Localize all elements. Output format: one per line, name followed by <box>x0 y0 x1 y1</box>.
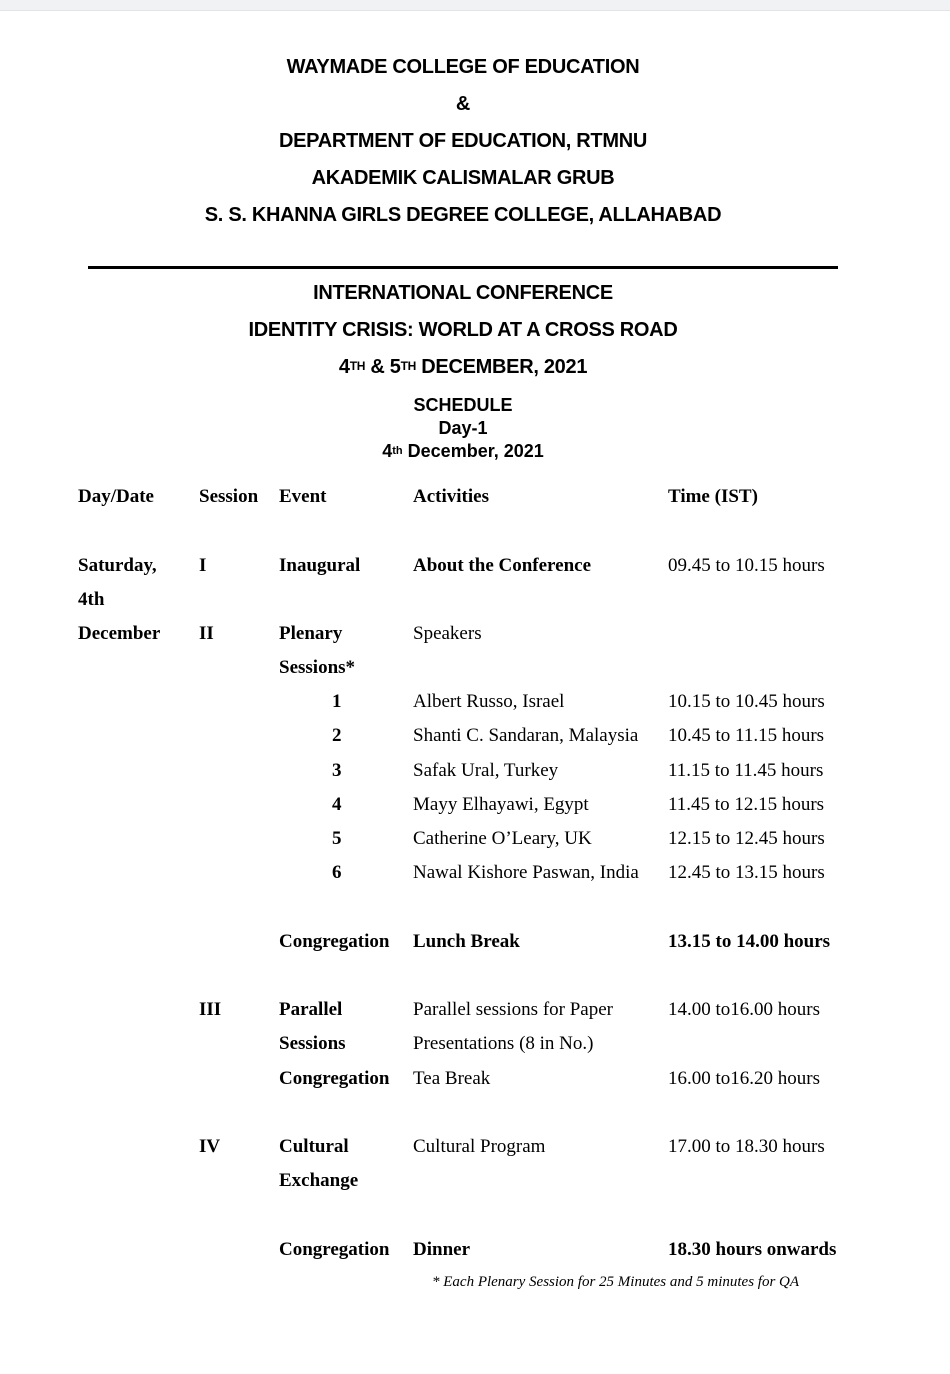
plenary-footnote: * Each Plenary Session for 25 Minutes and 5 minutes for QA <box>432 1274 800 1290</box>
col-header-session: Session <box>199 486 259 507</box>
conference-date-amp: & <box>370 356 385 378</box>
tea-event: Congregation <box>279 1068 390 1089</box>
session-iii-activity-line1: Parallel sessions for Paper <box>413 999 613 1020</box>
speaker-number: 2 <box>332 725 342 746</box>
dinner-event: Congregation <box>279 1239 390 1260</box>
lunch-event: Congregation <box>279 931 390 952</box>
session-i-activity: About the Conference <box>413 555 592 576</box>
dinner-time: 18.30 hours onwards <box>668 1239 837 1260</box>
header-ampersand: & <box>455 93 471 115</box>
session-ii-event-line1: Plenary <box>279 623 343 644</box>
dinner-activity: Dinner <box>413 1239 470 1260</box>
speaker-time: 10.45 to 11.15 hours <box>668 725 825 746</box>
header-divider <box>88 266 838 269</box>
speaker-number: 1 <box>332 691 342 712</box>
conference-date-day1: 4 <box>338 356 350 378</box>
schedule-date-num: 4 <box>382 441 393 461</box>
schedule-day: Day-1 <box>438 418 488 438</box>
session-iv-event-line1: Cultural <box>279 1136 349 1157</box>
schedule-title: SCHEDULE <box>413 395 513 415</box>
header-institution-4: S. S. KHANNA GIRLS DEGREE COLLEGE, ALLAHABAD <box>204 204 722 226</box>
conference-theme: IDENTITY CRISIS: WORLD AT A CROSS ROAD <box>248 319 678 341</box>
conference-date-day2: 5 <box>389 356 401 378</box>
col-header-event: Event <box>279 486 327 507</box>
session-ii-event-line2: Sessions* <box>279 657 356 678</box>
header-institution-1: WAYMADE COLLEGE OF EDUCATION <box>286 56 640 78</box>
col-header-daydate: Day/Date <box>78 486 154 507</box>
tea-activity: Tea Break <box>413 1068 491 1089</box>
session-i-number: I <box>199 555 207 576</box>
speaker-number: 5 <box>332 828 342 849</box>
conference-title: INTERNATIONAL CONFERENCE <box>313 282 613 304</box>
speaker-name: Nawal Kishore Paswan, India <box>413 862 639 883</box>
schedule-date <box>0 441 926 462</box>
daydate-line2: 4th <box>78 589 105 610</box>
speaker-name: Catherine O’Leary, UK <box>413 828 592 849</box>
lunch-time: 13.15 to 14.00 hours <box>668 931 831 952</box>
conference-date-sup1: TH <box>349 359 366 373</box>
session-iv-time: 17.00 to 18.30 hours <box>668 1136 825 1157</box>
conference-date-sup2: TH <box>400 359 417 373</box>
session-iv-number: IV <box>199 1136 221 1157</box>
conference-dates <box>0 356 926 379</box>
speaker-time: 11.15 to 11.45 hours <box>668 760 824 781</box>
session-iv-activity: Cultural Program <box>413 1136 546 1157</box>
session-ii-number: II <box>199 623 214 644</box>
col-header-time: Time (IST) <box>668 486 758 507</box>
daydate-line3: December <box>78 623 161 644</box>
conference-date-rest: DECEMBER, 2021 <box>421 356 588 378</box>
session-ii-activity: Speakers <box>413 623 482 644</box>
schedule-date-sup: th <box>392 445 403 457</box>
viewer-top-bar <box>0 0 950 11</box>
col-header-activities: Activities <box>413 486 489 507</box>
speaker-number: 6 <box>332 862 342 883</box>
tea-time: 16.00 to16.20 hours <box>668 1068 820 1089</box>
session-iii-activity-line2: Presentations (8 in No.) <box>413 1033 594 1054</box>
schedule-date-rest: December, 2021 <box>407 441 544 461</box>
speaker-name: Albert Russo, Israel <box>413 691 565 712</box>
speaker-time: 12.45 to 13.15 hours <box>668 862 825 883</box>
speaker-name: Safak Ural, Turkey <box>413 760 559 781</box>
session-iii-event-line2: Sessions <box>279 1033 346 1054</box>
session-i-event: Inaugural <box>279 555 361 576</box>
daydate-line1: Saturday, <box>78 555 157 576</box>
session-iv-event-line2: Exchange <box>279 1170 359 1191</box>
header-institution-2: DEPARTMENT OF EDUCATION, RTMNU <box>278 130 647 152</box>
session-iii-time: 14.00 to16.00 hours <box>668 999 820 1020</box>
speaker-name: Shanti C. Sandaran, Malaysia <box>413 725 639 746</box>
speaker-name: Mayy Elhayawi, Egypt <box>413 794 589 815</box>
session-i-time: 09.45 to 10.15 hours <box>668 555 825 576</box>
header-institution-3: AKADEMIK CALISMALAR GRUB <box>311 167 615 189</box>
session-iii-number: III <box>199 999 222 1020</box>
speaker-number: 4 <box>332 794 342 815</box>
speaker-time: 12.15 to 12.45 hours <box>668 828 825 849</box>
speaker-number: 3 <box>332 760 342 781</box>
lunch-activity: Lunch Break <box>413 931 520 952</box>
speaker-time: 11.45 to 12.15 hours <box>668 794 825 815</box>
session-iii-event-line1: Parallel <box>279 999 343 1020</box>
speaker-time: 10.15 to 10.45 hours <box>668 691 825 712</box>
